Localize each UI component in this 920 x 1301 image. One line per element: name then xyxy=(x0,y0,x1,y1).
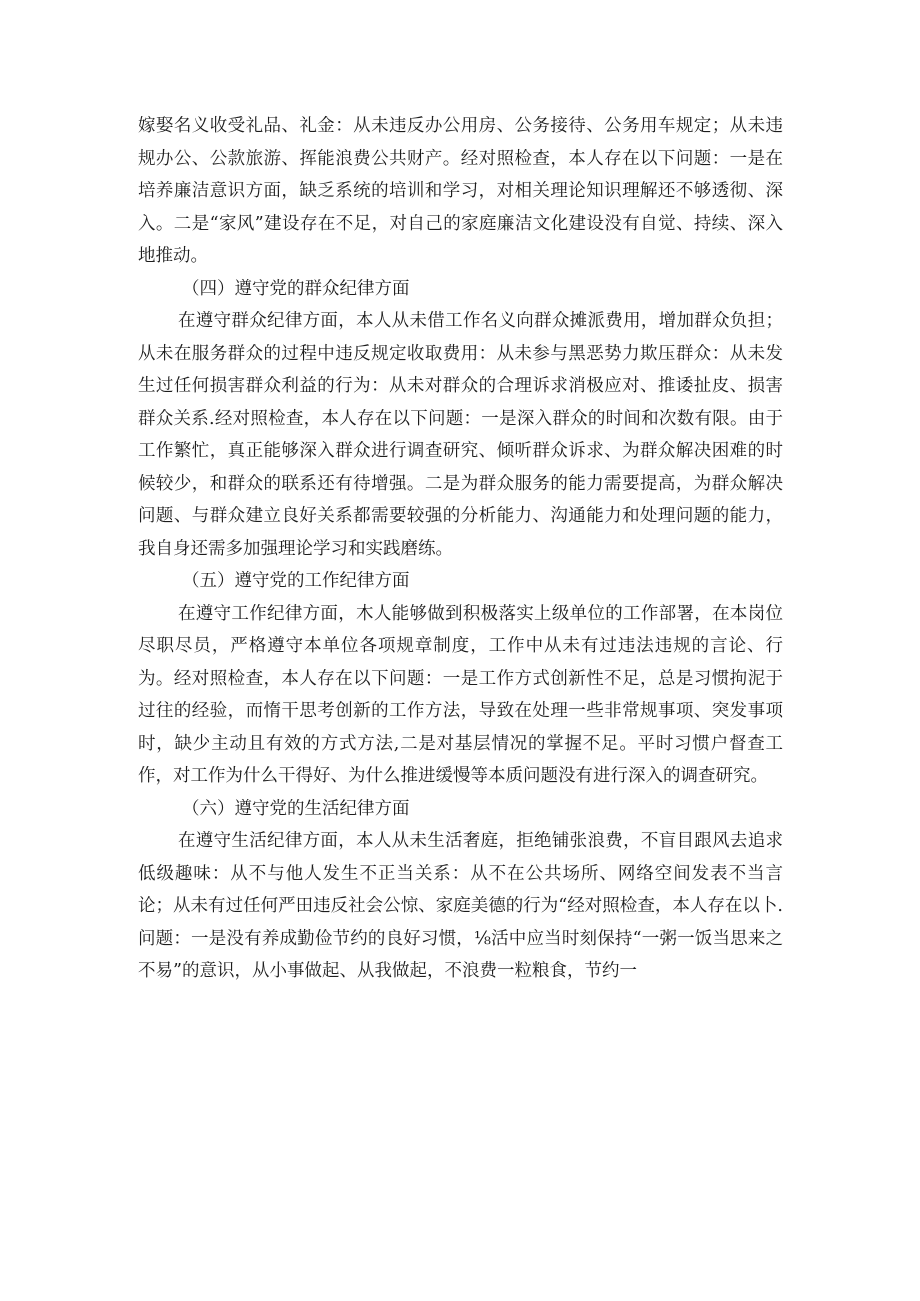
document-body xyxy=(138,110,783,988)
paragraph-mass-discipline: 在遵守群众纪律方面，本人从未借工作名义向群众摊派费用，增加群众负担；从未在服务群众的过程中违反规定收取费用：从未参与黑恶势力欺压群众：从未发生过任何损害群众利益的行为：从未对群众的合理诉求消极应对、推诿扯皮、损害群众关系.经对照检查，本人存在以下问题：一是深入群众的时间和次数有限。由于工作繁忙，真正能够深入群众进行调查研究、倾听群众诉求、为群众解决困难的时候较少，和群众的联系还有待增强。二是为群众服务的能力需要提高，为群众解决问题、与群众建立良好关系都需要较强的分析能力、沟通能力和处理问题的能力，我自身还需多加强理论学习和实践磨练。 xyxy=(138,311,783,559)
section-heading-6: （六）遵守党的生活纪律方面 xyxy=(182,798,410,819)
section-heading-5: （五）遵守党的工作纪律方面 xyxy=(182,571,410,591)
paragraph-continued: 嫁娶名义收受礼品、礼金：从未违反办公用房、公务接待、公务用车规定；从未违规办公、公款旅游、挥能浪费公共财产。经对照检查，本人存在以下问题：一是在培养廉洁意识方面，缺乏系统的培训和学习，对相关理论知识理解还不够透彻、深入。二是“家风”建设存在不足，对自己的家庭廉洁文化建设没有自觉、持续、深入地推动。 xyxy=(138,116,783,266)
section-heading-4: （四）遵守党的群众纪律方面 xyxy=(182,278,410,299)
paragraph-life-discipline: 在遵守生活纪律方面，本人从未生活奢庭，拒绝铺张浪费，不盲目跟风去追求低级趣味：从不与他人发生不正当关系：从不在公共场所、网络空间发表不当言论；从未有过任何严田违反社会公惊、家庭美德的行为“经对照检查，本人存在以卜.问题：一是没有养成勤俭节约的良好习惯，⅛活中应当时刻保持“一粥一饭当思来之不易”的意识，从小事做起、从我做起，不浪费一粒粮食，节约一 xyxy=(138,831,783,981)
paragraph-work-discipline: 在遵守工作纪律方面，木人能够做到积极落实上级单位的工作部署，在本岗位尽职尽员，严格遵守本单位各项规章制度，工作中从未有过违法违规的言论、行为。经对照检查，本人存在以下问题：一是工作方式创新性不足，总是习惯拘泥于过往的经验，而惰干思考创新的工作方法，导致在处理一些非常规事项、突发事项时，缺少主动且有效的方式方法,二是对基层情况的掌握不足。平时习惯户督查工作，对工作为什么干得好、为什么推进缓慢等本质问题没有进行深入的调查研究。 xyxy=(138,603,783,786)
